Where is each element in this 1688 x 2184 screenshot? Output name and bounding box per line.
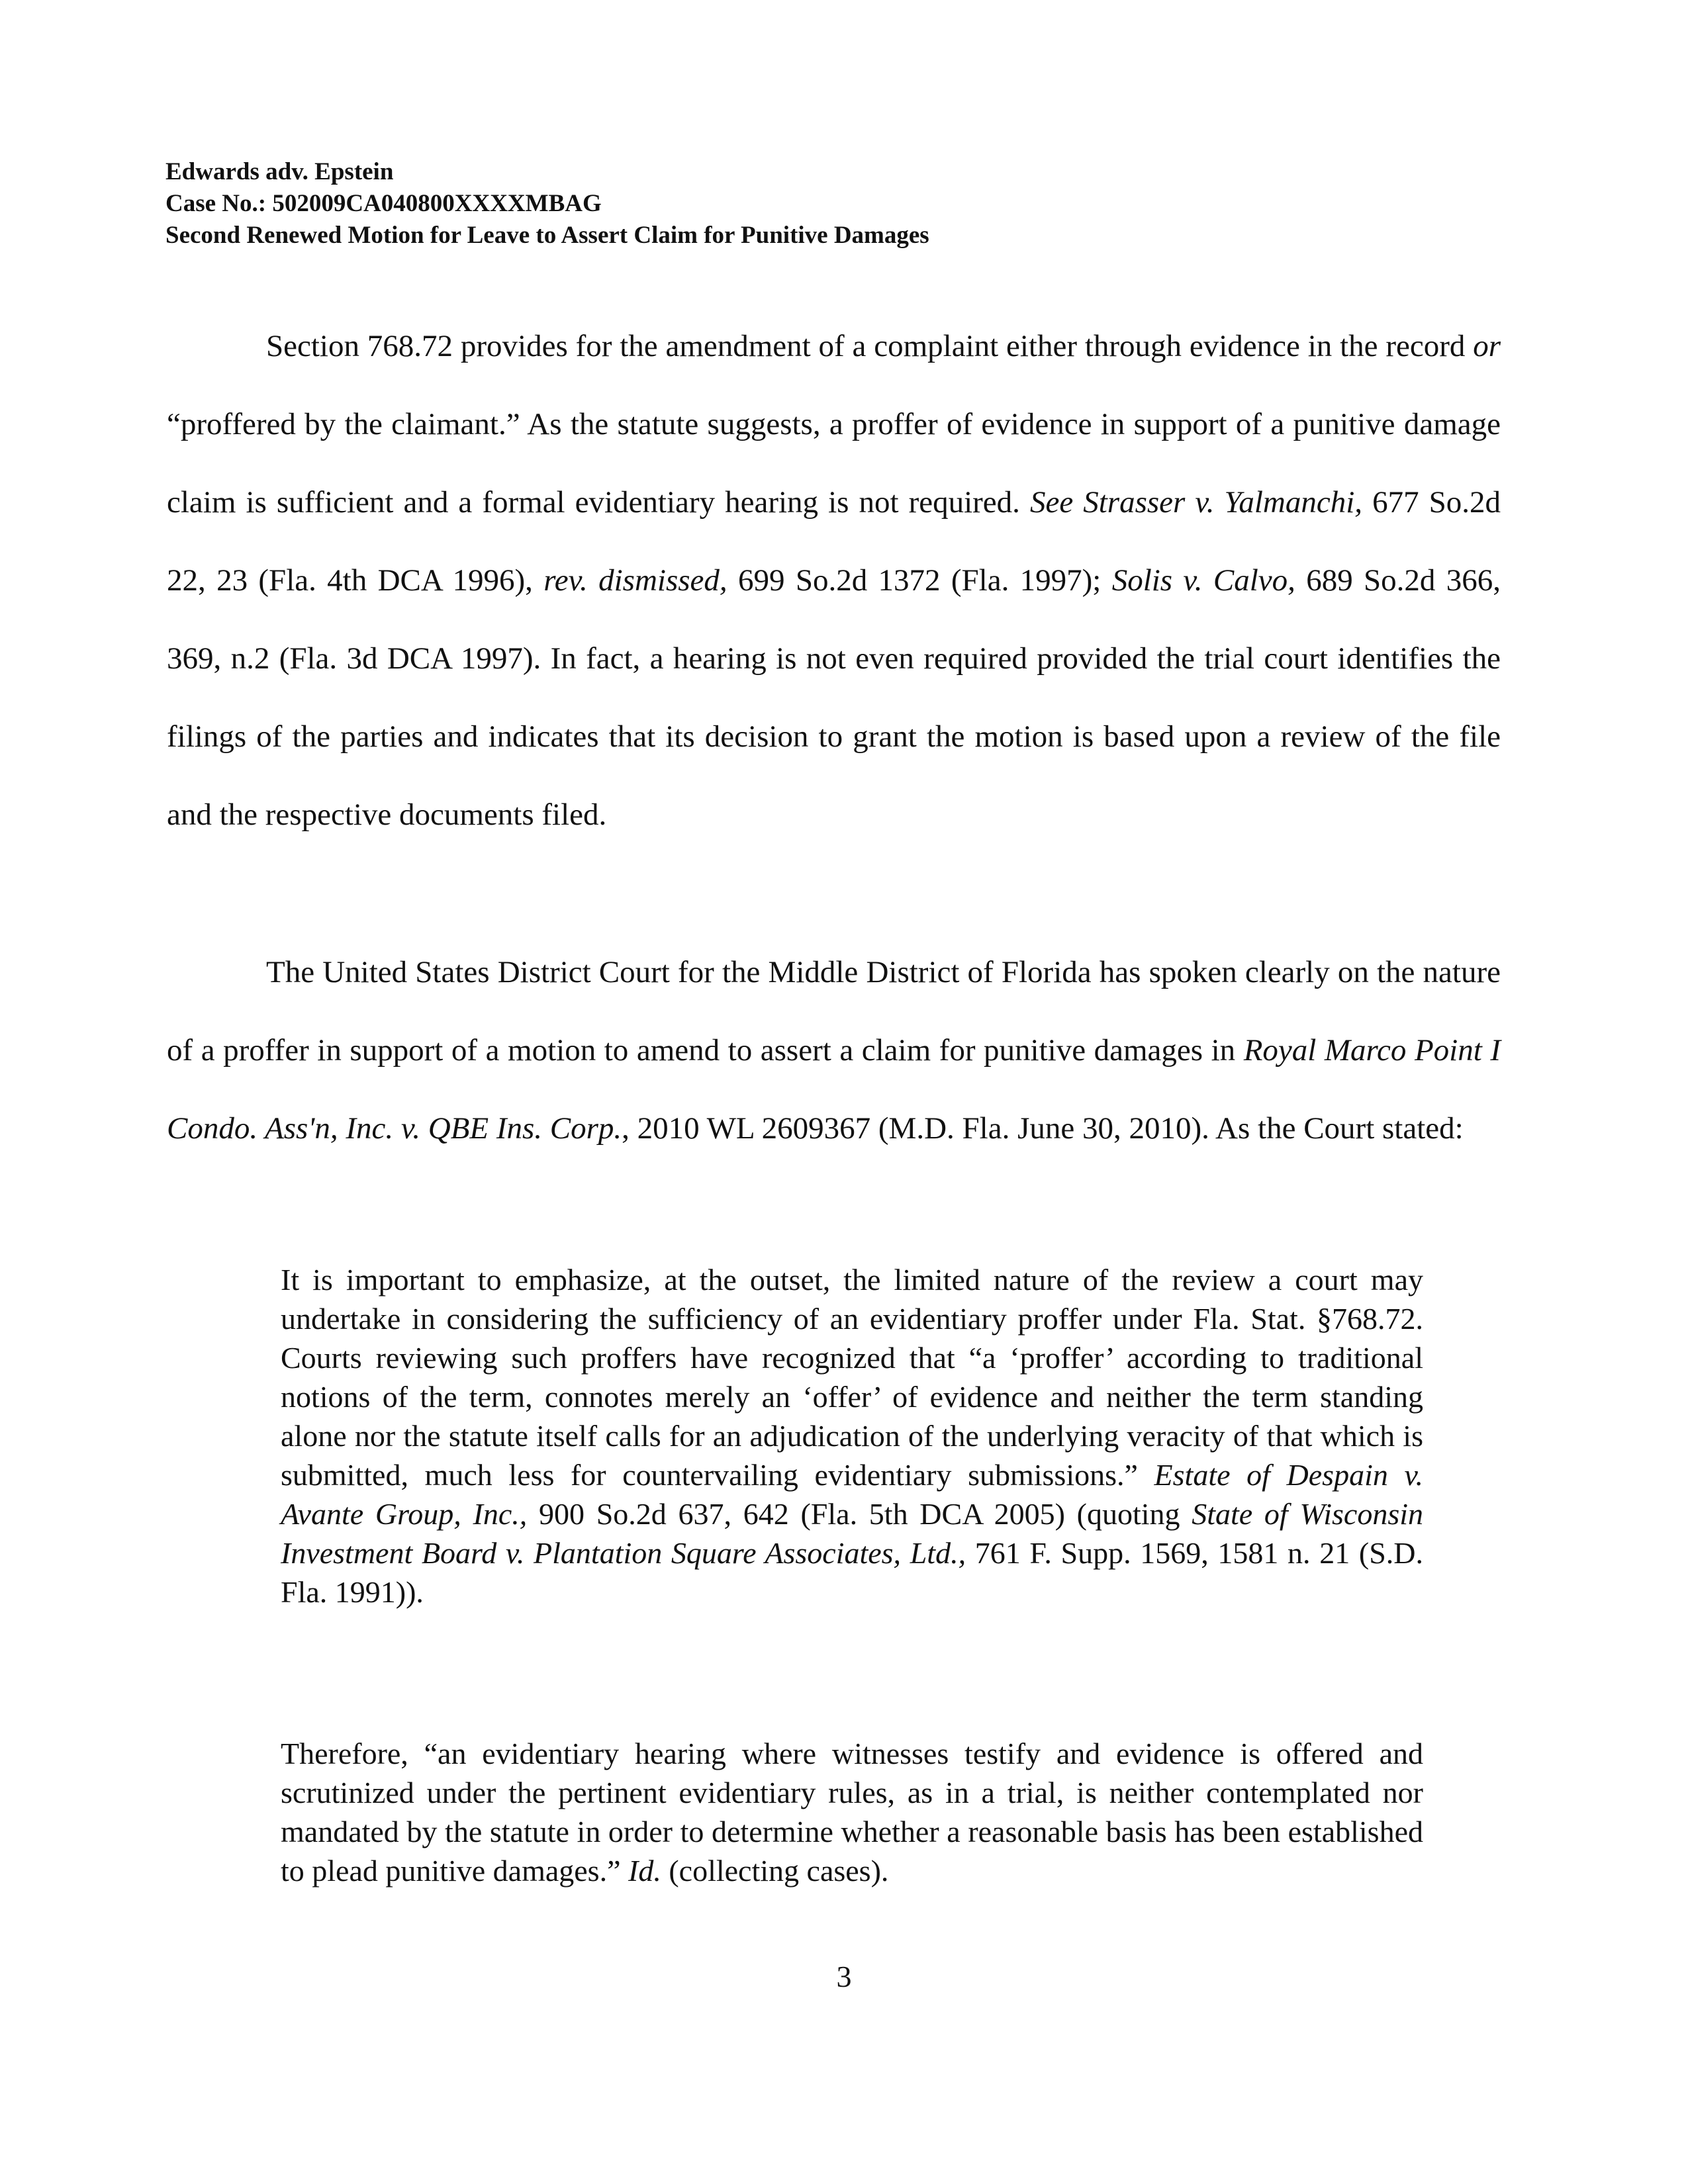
motion-title: Second Renewed Motion for Leave to Assert Claim for Punitive Damages	[165, 222, 929, 249]
paragraph-district-court: The United States District Court for the Middle District of Florida has spoken clearly on the nature of a proffer in support of a motion to amend to assert a claim for punitive damages in Royal Marco Point I Condo. Ass'n, Inc. v. QBE Ins. Corp., 2010 WL 2609367 (M.D. Fla. June 30, 2010). As the Court stated:	[167, 955, 1501, 1146]
paragraph-section-768-72: Section 768.72 provides for the amendment of a complaint either through evidence in the record or “proffered by the claimant.” As the statute suggests, a proffer of evidence in support of a punitive damage claim is sufficient and a formal evidentiary hearing is not required. See Strasser v. Yalmanchi, 677 So.2d 22, 23 (Fla. 4th DCA 1996), rev. dismissed, 699 So.2d 1372 (Fla. 1997); Solis v. Calvo, 689 So.2d 366, 369, n.2 (Fla. 3d DCA 1997). In fact, a hearing is not even required provided the trial court identifies the filings of the parties and indicates that its decision to grant the motion is based upon a review of the file and the respective documents filed.	[167, 329, 1501, 832]
block-quote-proffer: It is important to emphasize, at the outset, the limited nature of the review a court may undertake in considering the sufficiency of an evidentiary proffer under Fla. Stat. §768.72. Courts reviewing such proffers have recognized that “a ‘proffer’ according to traditional notions of the term, connotes merely an ‘offer’ of evidence and neither the term standing alone nor the statute itself calls for an adjudication of the underlying veracity of that which is submitted, much less for countervailing evidentiary submissions.” Estate of Despain v. Avante Group, Inc., 900 So.2d 637, 642 (Fla. 5th DCA 2005) (quoting State of Wisconsin Investment Board v. Plantation Square Associates, Ltd., 761 F. Supp. 1569, 1581 n. 21 (S.D. Fla. 1991)).	[281, 1263, 1424, 1609]
case-caption: Edwards adv. Epstein	[165, 158, 394, 185]
block-quote-evidentiary-hearing: Therefore, “an evidentiary hearing where witnesses testify and evidence is offered and scrutinized under the pertinent evidentiary rules, as in a trial, is neither contemplated nor mandated by the statute in order to determine whether a reasonable basis has been established to plead punitive damages.” Id. (collecting cases).	[281, 1737, 1423, 1888]
case-number: Case No.: 502009CA040800XXXXMBAG	[165, 190, 602, 217]
document-header	[165, 156, 929, 251]
page-number: 3	[836, 1960, 852, 1993]
